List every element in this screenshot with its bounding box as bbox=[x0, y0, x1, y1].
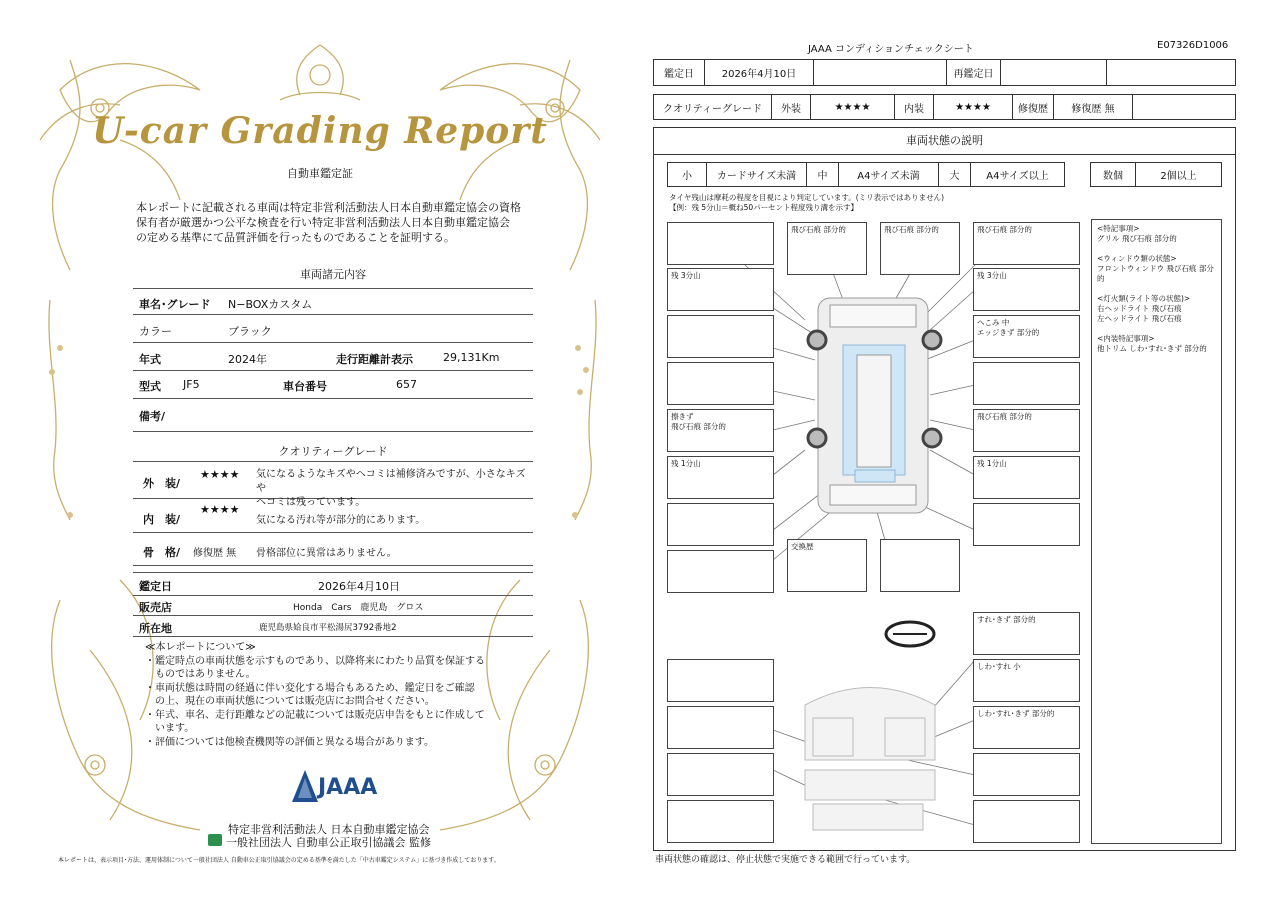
org-name-2: 一般社団法人 自動車公正取引協議会 監修 bbox=[226, 836, 431, 849]
damage-box bbox=[667, 315, 774, 358]
about-line: います。 bbox=[145, 723, 195, 734]
note-line: グリル 飛び石痕 部分的 bbox=[1097, 234, 1177, 243]
car-top-view bbox=[818, 298, 928, 513]
date-label-cell: 鑑定日 bbox=[653, 59, 705, 86]
jaaa-logo-icon bbox=[292, 770, 318, 802]
notes-row bbox=[133, 399, 533, 432]
damage-box-left-door bbox=[667, 409, 774, 452]
tire-note: タイヤ残山は摩耗の程度を目視により判定しています。(ミリ表示ではありません) bbox=[669, 193, 945, 202]
type-row bbox=[133, 371, 533, 399]
notes-label: 備考/ bbox=[139, 410, 166, 423]
model-label: 車名･グレード bbox=[139, 298, 211, 311]
about-section bbox=[145, 641, 535, 749]
chassis-value: 657 bbox=[396, 378, 417, 391]
exterior-row bbox=[133, 462, 533, 508]
condition-check-sheet bbox=[645, 0, 1280, 905]
tire-box-rear-right: 残 1分山 bbox=[973, 456, 1080, 499]
certificate-footnote: 本レポートは、表示項目･方法、運用体制について一般社団法人 自動車公正取引協議会の定める基準を満たした「中古車鑑定システム」に基づき作成しております。 bbox=[58, 857, 500, 864]
intro-line: 保有者が厳選かつ公平な検査を行い特定非営利活動法人日本自動車鑑定協会 bbox=[136, 216, 510, 229]
damage-box-front-3: 飛び石痕 部分的 bbox=[973, 222, 1080, 265]
mileage-label: 走行距離計表示 bbox=[336, 353, 413, 366]
note-line: 他トリム しわ･すれ･きず 部分的 bbox=[1097, 344, 1207, 353]
damage-box bbox=[667, 503, 774, 546]
interior-box bbox=[973, 800, 1080, 843]
interior-label: 内 装/ bbox=[143, 513, 181, 526]
damage-box-front-1: 飛び石痕 部分的 bbox=[787, 222, 867, 275]
color-row bbox=[133, 315, 533, 343]
interior-box bbox=[667, 753, 774, 796]
intro-line: 本レポートに記載される車両は特定非営利活動法人日本自動車鑑定協会の資格 bbox=[136, 201, 521, 214]
damage-box bbox=[667, 222, 774, 265]
comment-line: ヘコミは残っています。 bbox=[256, 497, 366, 508]
interior-stars: ★★★★ bbox=[200, 503, 240, 516]
damage-box-front-2: 飛び石痕 部分的 bbox=[880, 222, 960, 275]
document-number: E07326D1006 bbox=[1157, 40, 1229, 51]
exterior-stars: ★★★★ bbox=[200, 468, 240, 481]
legend-large: 大 bbox=[938, 162, 971, 187]
tire-example: 【例：残 5分山＝概ね50パーセント程度残り溝を示す】 bbox=[669, 203, 859, 212]
chassis-label: 車台番号 bbox=[283, 380, 327, 393]
certificate-intro bbox=[136, 200, 536, 245]
date-label: 鑑定日 bbox=[139, 580, 172, 593]
note-line: フロントウィンドウ 飛び石痕 部分的 bbox=[1097, 264, 1214, 283]
interior-box-2: しわ･すれ 小 bbox=[973, 659, 1080, 702]
tire-box-front-left: 残 3分山 bbox=[667, 268, 774, 311]
damage-box bbox=[880, 539, 960, 592]
damage-box-right-dent bbox=[973, 315, 1080, 358]
steering-wheel-icon bbox=[886, 622, 934, 646]
model-value: N−BOXカスタム bbox=[228, 298, 313, 311]
note-heading: <灯火類(ライト等の状態)> bbox=[1097, 294, 1191, 303]
frame-row bbox=[133, 533, 533, 566]
fair-trade-icon bbox=[208, 834, 222, 846]
interior-box bbox=[667, 706, 774, 749]
address-row bbox=[133, 616, 533, 637]
interior-box-1: すれ･きず 部分的 bbox=[973, 612, 1080, 655]
tire-box-rear-left: 残 1分山 bbox=[667, 456, 774, 499]
date-row bbox=[133, 572, 533, 596]
report-title: U-car Grading Report bbox=[92, 110, 548, 152]
address-value: 鹿児島県姶良市平松湯尻3792番地2 bbox=[259, 623, 397, 633]
legend-small-desc: カードサイズ未満 bbox=[706, 162, 807, 187]
year-label: 年式 bbox=[139, 353, 161, 366]
legend-medium-desc: A4サイズ未満 bbox=[838, 162, 939, 187]
color-value: ブラック bbox=[228, 325, 272, 338]
damage-box bbox=[973, 362, 1080, 405]
certificate-subtitle: 自動車鑑定証 bbox=[287, 167, 353, 180]
mileage-value: 29,131Km bbox=[443, 351, 500, 364]
box-line: へこみ 中 bbox=[977, 318, 1010, 327]
legend-small: 小 bbox=[667, 162, 707, 187]
dealer-label: 販売店 bbox=[139, 601, 172, 614]
address-label: 所在地 bbox=[139, 622, 172, 635]
legend-large-desc: A4サイズ以上 bbox=[970, 162, 1065, 187]
year-row bbox=[133, 343, 533, 371]
org-name-1: 特定非営利活動法人 日本自動車鑑定協会 bbox=[228, 823, 430, 836]
interior-box bbox=[667, 800, 774, 843]
about-title: ≪本レポートについて≫ bbox=[145, 642, 256, 653]
redate-label-cell: 再鑑定日 bbox=[946, 59, 1001, 86]
damage-box-right-chip: 飛び石痕 部分的 bbox=[973, 409, 1080, 452]
legend-count: 数個 bbox=[1090, 162, 1136, 187]
dealer-row bbox=[133, 595, 533, 616]
about-line: ・評価については他検査機関等の評価と異なる場合があります。 bbox=[145, 736, 434, 748]
date-value-cell: 2026年4月10日 bbox=[704, 59, 814, 86]
intro-line: の定める基準にて品質評価を行ったものであることを証明する。 bbox=[136, 231, 455, 244]
interior-comment: 気になる汚れ等が部分的にあります。 bbox=[256, 515, 426, 526]
int-stars-cell: ★★★★ bbox=[933, 94, 1013, 120]
about-line: ・車両状態は時間の経過に伴い変化する場合もあるため、鑑定日をご確認 bbox=[145, 682, 475, 694]
note-heading: <特記事項> bbox=[1097, 224, 1140, 233]
box-line: 擦きず bbox=[671, 412, 694, 421]
box-line: 飛び石痕 部分的 bbox=[671, 421, 726, 431]
sheet-footer: 車両状態の確認は、停止状態で実施できる範囲で行っています。 bbox=[655, 855, 916, 865]
year-value: 2024年 bbox=[228, 353, 267, 366]
repair-label-cell: 修復歴 bbox=[1012, 94, 1054, 120]
frame-label: 骨 格/ bbox=[143, 546, 181, 559]
exterior-label: 外 装/ bbox=[143, 477, 181, 490]
about-line: の上、現在の車両状態については販売店にお問合せください。 bbox=[145, 696, 435, 707]
quality-section-title: クオリティーグレード bbox=[278, 445, 388, 458]
about-line: ・鑑定時点の車両状態を示すものであり、以降将来にわたり品質を保証する bbox=[145, 655, 485, 667]
legend-count-desc: 2個以上 bbox=[1135, 162, 1222, 187]
legend-medium: 中 bbox=[806, 162, 839, 187]
note-heading: <内装特記事項> bbox=[1097, 334, 1155, 343]
frame-value: 修復歴 無 bbox=[193, 548, 237, 559]
damage-box bbox=[667, 550, 774, 593]
frame-comment: 骨格部位に異常はありません。 bbox=[256, 548, 397, 559]
damage-box-replaced: 交換歴 bbox=[787, 539, 867, 592]
ext-label-cell: 外装 bbox=[771, 94, 811, 120]
interior-box-3: しわ･すれ･きず 部分的 bbox=[973, 706, 1080, 749]
note-line: 左ヘッドライト 飛び石痕 bbox=[1097, 314, 1182, 323]
dealer-value: Honda Cars 鹿児島 グロス bbox=[293, 603, 424, 613]
type-label: 型式 bbox=[139, 380, 161, 393]
interior-box bbox=[667, 659, 774, 702]
section-title: 車両状態の説明 bbox=[653, 127, 1236, 155]
date-value: 2026年4月10日 bbox=[318, 580, 400, 593]
note-heading: <ウィンドウ類の状態> bbox=[1097, 254, 1177, 263]
repair-value-cell: 修復歴 無 bbox=[1053, 94, 1133, 120]
car-interior-view bbox=[805, 688, 935, 831]
tire-box-front-right: 残 3分山 bbox=[973, 268, 1080, 311]
ext-stars-cell: ★★★★ bbox=[810, 94, 895, 120]
jaaa-logo-text: JAAA bbox=[318, 775, 378, 800]
spec-section-title: 車両諸元内容 bbox=[300, 268, 366, 281]
damage-box bbox=[973, 503, 1080, 546]
grade-label-cell: クオリティーグレード bbox=[653, 94, 772, 120]
about-line: ものではありません。 bbox=[145, 669, 256, 680]
interior-row bbox=[133, 499, 533, 533]
interior-box bbox=[973, 753, 1080, 796]
color-label: カラー bbox=[139, 325, 172, 338]
damage-box bbox=[667, 362, 774, 405]
sheet-header: JAAA コンディションチェックシート bbox=[808, 44, 974, 55]
about-line: ・年式、車名、走行距離などの記載については販売店申告をもとに作成して bbox=[145, 709, 485, 721]
int-label-cell: 内装 bbox=[894, 94, 934, 120]
note-line: 右ヘッドライト 飛び石痕 bbox=[1097, 304, 1182, 313]
type-value: JF5 bbox=[183, 378, 200, 391]
comment-line: 気になるようなキズやヘコミは補修済みですが、小さなキズや bbox=[256, 469, 526, 494]
model-row bbox=[133, 289, 533, 315]
box-line: エッジきず 部分的 bbox=[977, 327, 1040, 337]
